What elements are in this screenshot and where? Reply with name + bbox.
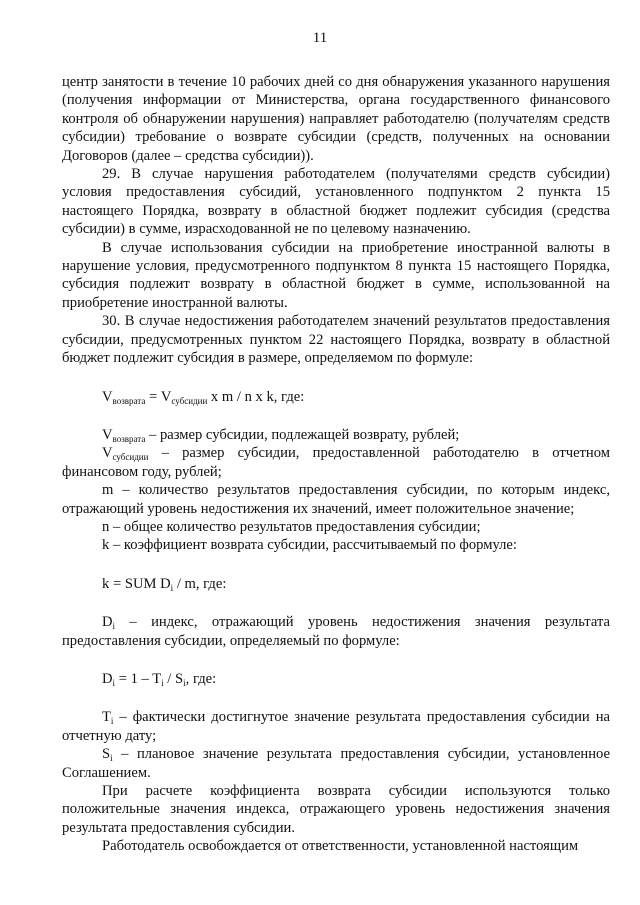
definition-di: $D_i$ – индекс, отражающий уровень недостижения значения результата предоставления субсидии, определяемый по формуле: [62,614,610,649]
paragraph-liability: Работодатель освобождается от ответственности, установленной настоящим [102,838,579,855]
paragraph-currency: В случае использования субсидии на приобретение иностранной валюты в нарушение условия, предусмотренного подпунктом 8 пункта 15 настоящего Порядка, субсидия подлежит возврату в областной бюджет в сумме, использованной на приобретение иностранной валюты. [62,239,610,311]
definition-si: $S_i$ – плановое значение результата предоставления субсидии, установленное Соглашением. [62,746,610,781]
document-body [62,73,610,856]
paragraph-continuation: центр занятости в течение 10 рабочих дней со дня обнаружения указанного нарушения (получения информации от Министерства, органа государственного финансового контроля об обнаружении нарушения) направляет работодателю (получателям средств субсидии) требование о возврате субсидии (средств, полученных на основании Договоров (далее – средства субсидии)). [62,74,610,164]
definition-ti: $T_i$ – фактически достигнутое значение результата предоставления субсидии на отчетную дату; [62,709,610,744]
formula-k: k = SUM $D_i$ / m, где: [102,575,227,593]
formula-di: $D_i = 1 - T_i / S_i$, где: [102,670,217,688]
paragraph-29: 29. В случае нарушения работодателем (получателями средств субсидии) условия предоставления субсидий, установленного подпунктом 2 пункта 15 настоящего Порядка, возврату в областной бюджет подлежит субсидия (средства субсидии) в сумме, израсходованной не по целевому назначению. [62,166,610,238]
page-number: 11 [312,30,328,46]
paragraph-30: 30. В случае недостижения работодателем значений результатов предоставления субсидии, предусмотренных пунктом 22 настоящего Порядка, возврату в областной бюджет подлежит субсидия в размере, определяемом по формуле: [62,313,610,367]
paragraph-positive-values: При расчете коэффициента возврата субсидии используются только положительные значения индекса, отражающего уровень недостижения значения результата предоставления субсидии. [62,783,610,836]
formula-refund: $V_{возврата} = V_{субсидии}$ x m / n x k, где: [102,388,305,406]
definition-v-refund: $V_{возврата}$ – размер субсидии, подлежащей возврату, рублей; [102,426,460,444]
definition-n: n – общее количество результатов предоставления субсидии; [102,518,481,535]
definition-k: k – коэффициент возврата субсидии, рассчитываемый по формуле: [102,537,517,554]
definition-m: m – количество результатов предоставления субсидии, по которым индекс, отражающий уровень недостижения их значений, имеет положительное значение; [62,482,610,517]
definition-v-subsidy: $V_{субсидии}$ – размер субсидии, предоставленной работодателю в отчетном финансовом году, рублей; [62,445,610,480]
